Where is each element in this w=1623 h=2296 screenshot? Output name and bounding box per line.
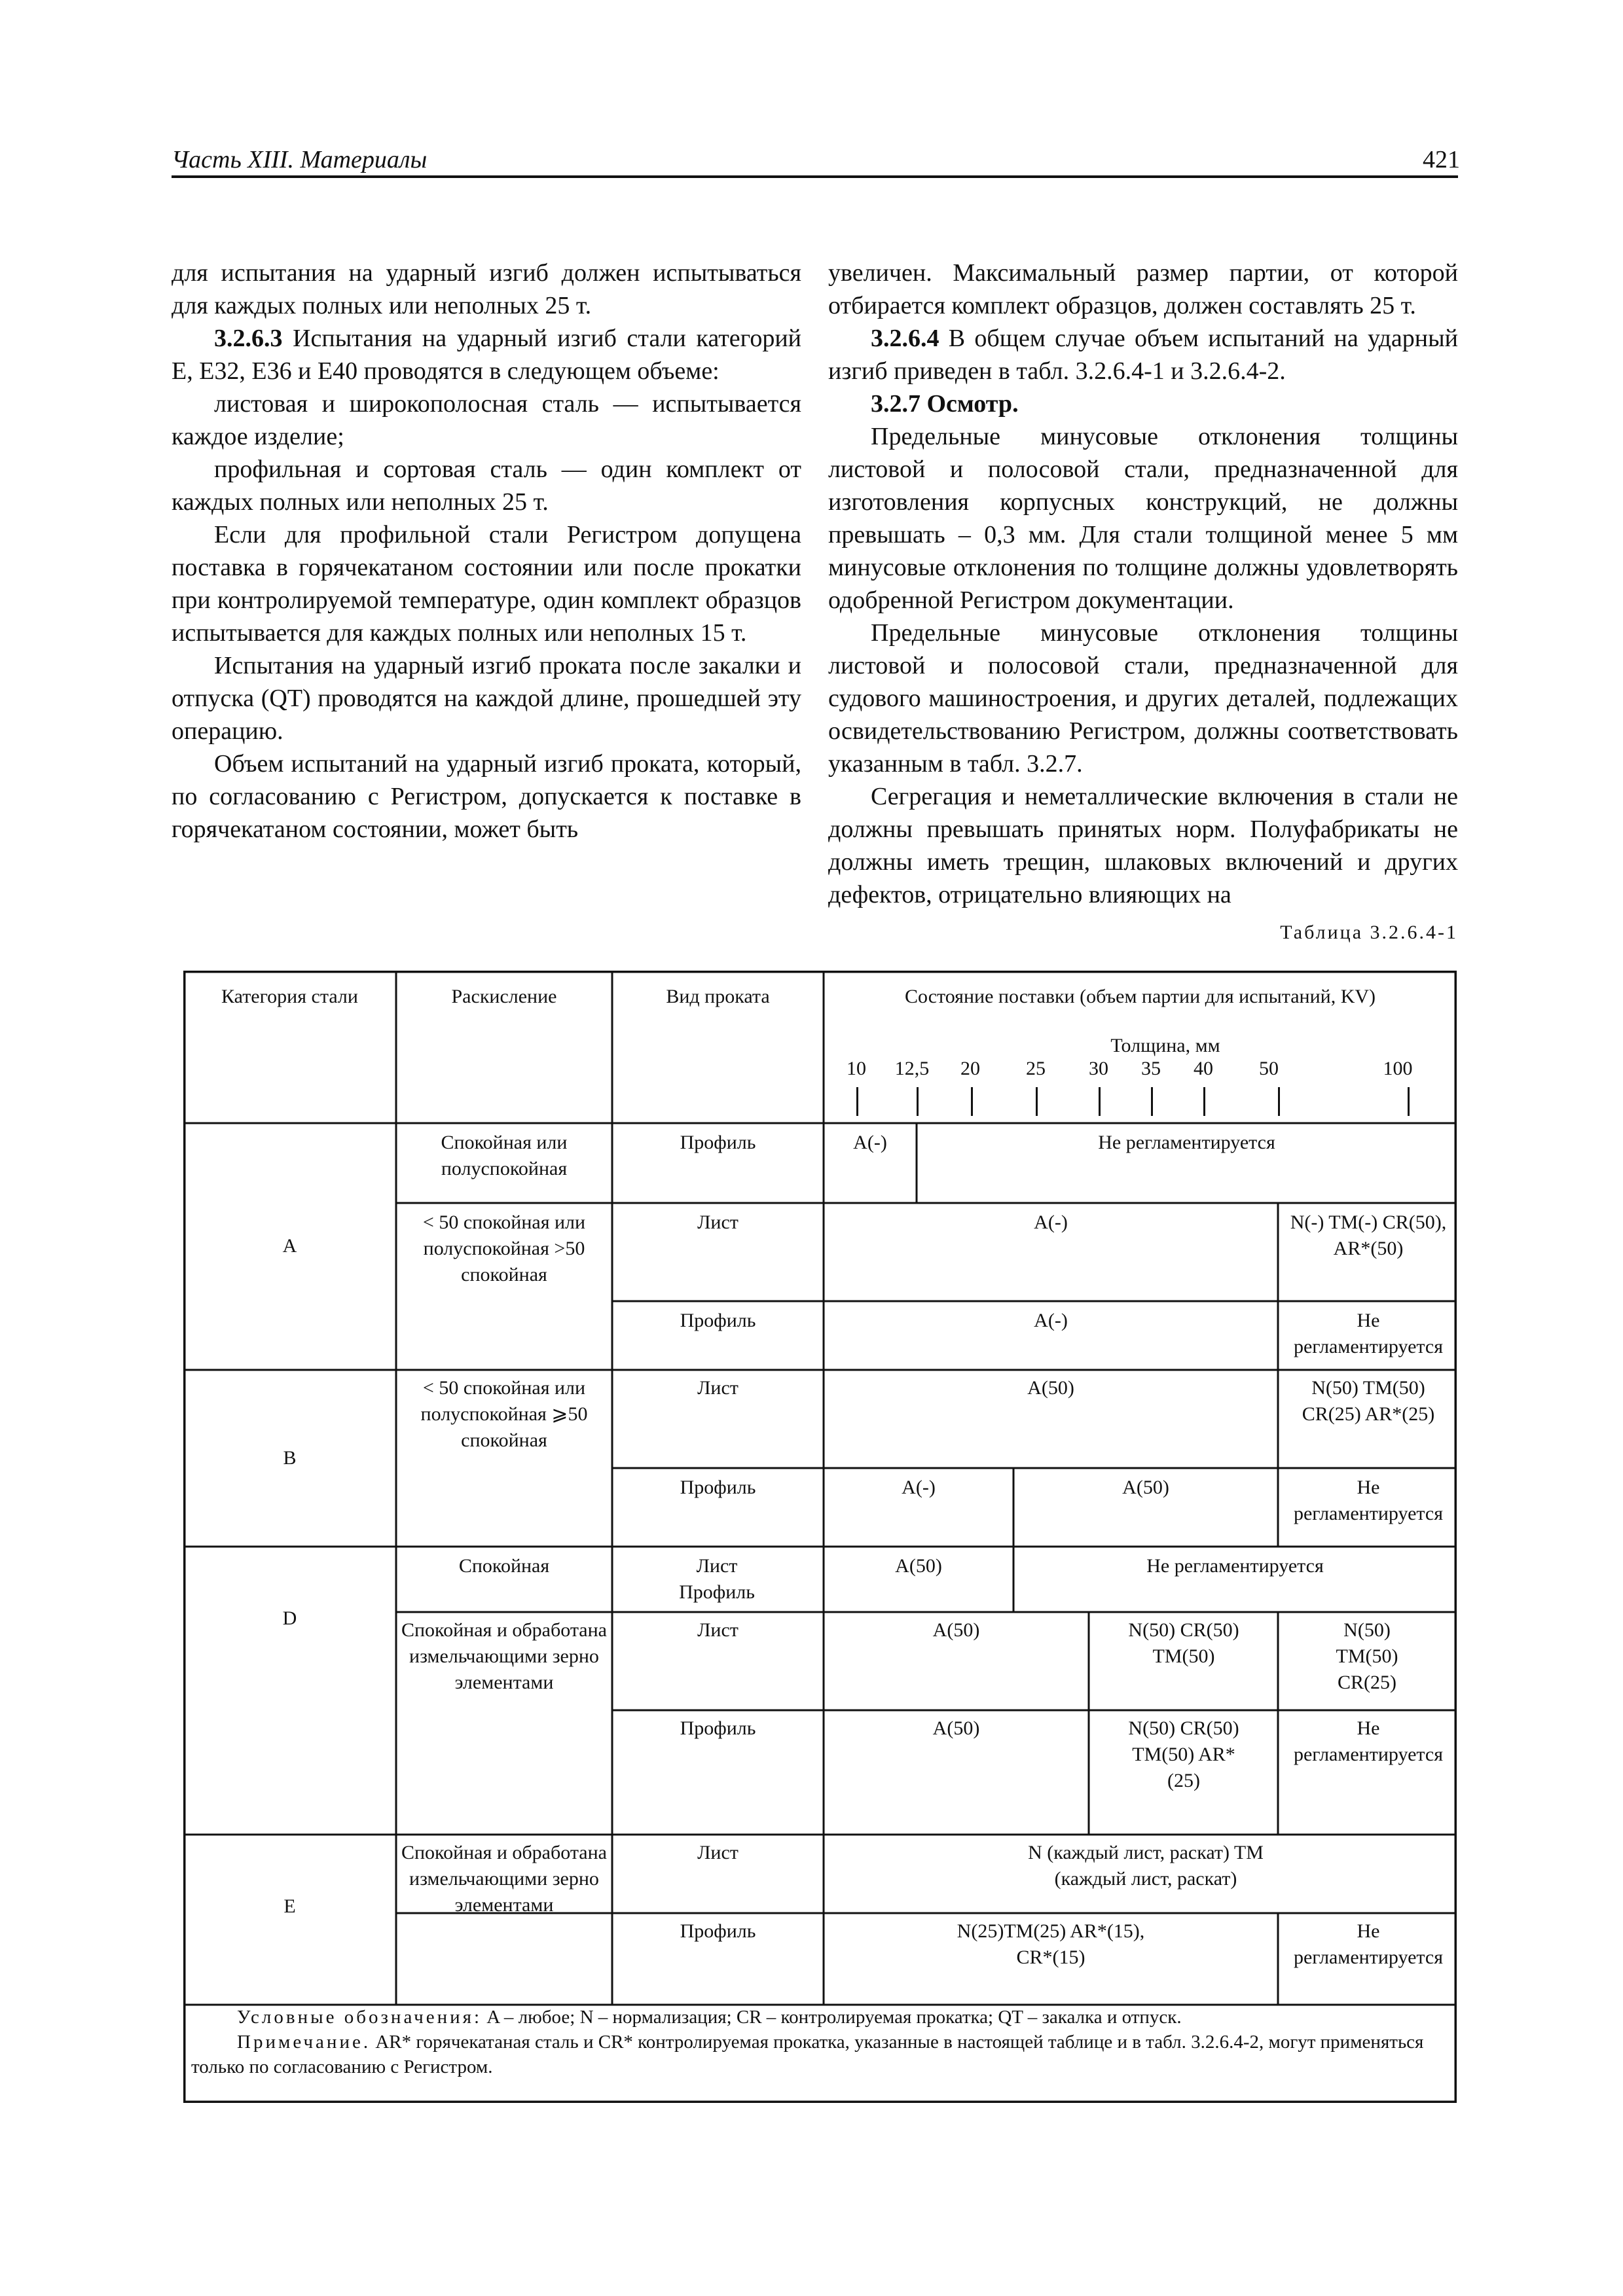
- thickness-tick: [1278, 1087, 1280, 1116]
- condition-cell: A(50): [932, 1717, 980, 1739]
- condition-cell: A(50): [1122, 1477, 1169, 1498]
- header-delivery-condition: Состояние поставки (объем партии для испытаний, KV): [904, 986, 1376, 1007]
- header-deoxidation: Раскисление: [451, 986, 557, 1007]
- header-thickness: Толщина, мм: [1110, 1035, 1220, 1056]
- condition-cell: N(-) TM(-) CR(50), AR*(50): [1290, 1211, 1447, 1259]
- right-paragraph-4: Предельные минусовые отклонения толщины листовой и полосовой стали, предназначенной для изготовления корпусных конструкций, не должны превышать – 0,3 мм. Для стали толщиной менее 5 мм минусовые отклонения по толщине должны удовлетворять одобренной Регистром документации.: [828, 423, 1458, 614]
- category-b: B: [283, 1447, 297, 1469]
- product-cell: Лист: [697, 1377, 739, 1399]
- right-paragraph-2: [828, 322, 1458, 387]
- thickness-tick-label: 30: [1089, 1058, 1108, 1079]
- product-cell: Профиль: [680, 1310, 756, 1331]
- running-head-title: Часть XIII. Материалы: [172, 146, 428, 173]
- note-label: Примечание.: [237, 2032, 371, 2053]
- condition-cell: N(50) CR(50) TM(50): [1128, 1619, 1239, 1667]
- thickness-tick: [1203, 1087, 1205, 1116]
- section-heading-text: 3.2.7 Осмотр.: [871, 390, 1019, 418]
- condition-cell: N(50) TM(50) CR(25) AR*(25): [1302, 1377, 1435, 1425]
- deoxidation-cell: < 50 спокойная или полуспокойная ⩾50 спокойная: [420, 1377, 588, 1451]
- legend-text: A – любое; N – нормализация; CR – контролируемая прокатка; QT – закалка и отпуск.: [482, 2007, 1182, 2028]
- left-paragraph-1: для испытания на ударный изгиб должен испытываться для каждых полных или неполных 25 т.: [172, 259, 801, 319]
- left-paragraph-4: профильная и сортовая сталь — один комплект от каждых полных или неполных 25 т.: [172, 456, 801, 516]
- thickness-tick: [1099, 1087, 1101, 1116]
- condition-cell: N(25)TM(25) AR*(15), CR*(15): [957, 1920, 1145, 1968]
- condition-cell: A(-): [853, 1132, 887, 1153]
- category-e: E: [283, 1895, 296, 1917]
- product-cell: Лист: [697, 1211, 739, 1233]
- right-paragraph-5: Предельные минусовые отклонения толщины листовой и полосовой стали, предназначенной для судового машиностроения, и других деталей, подлежащих освидетельствованию Регистром, должны соответствовать указанным в табл. 3.2.7.: [828, 619, 1458, 778]
- condition-cell: A(-): [1034, 1310, 1068, 1331]
- thickness-tick: [856, 1087, 858, 1116]
- condition-cell: N(50) TM(50) CR(25): [1336, 1619, 1398, 1693]
- deoxidation-cell: Спокойная и обработана измельчающими зерно элементами: [401, 1842, 607, 1916]
- note-line: [191, 2030, 1451, 2079]
- condition-cell: Не регламентируется: [1146, 1555, 1324, 1577]
- category-d: D: [282, 1607, 297, 1629]
- clause-number: 3.2.6.3: [214, 325, 283, 352]
- product-cell: Профиль: [680, 1717, 756, 1739]
- steel-impact-test-table: [183, 971, 1457, 2103]
- condition-cell: N(50) CR(50) TM(50) AR*(25): [1128, 1717, 1239, 1791]
- thickness-tick-label: 50: [1259, 1058, 1279, 1079]
- legend-label: Условные обозначения:: [237, 2007, 483, 2028]
- deoxidation-cell: < 50 спокойная или полуспокойная >50 спокойная: [422, 1211, 586, 1285]
- thickness-tick-label: 35: [1141, 1058, 1161, 1079]
- left-paragraph-7: Объем испытаний на ударный изгиб проката, который, по согласованию с Регистром, допускается к поставке в горячекатаном состоянии, может быть: [172, 750, 801, 843]
- page-number: 421: [1423, 146, 1460, 173]
- thickness-tick-label: 100: [1383, 1058, 1413, 1079]
- deoxidation-cell: Спокойная и обработана измельчающими зерно элементами: [401, 1619, 607, 1693]
- condition-cell: A(50): [895, 1555, 942, 1577]
- table-caption: Таблица 3.2.6.4-1: [1280, 922, 1458, 943]
- thickness-tick-label: 25: [1026, 1058, 1046, 1079]
- product-cell: Профиль: [680, 1477, 756, 1498]
- product-cell: Лист: [697, 1619, 739, 1641]
- note-text: AR* горячекатаная сталь и CR* контролируемая прокатка, указанные в настоящей таблице и в табл. 3.2.6.4-2, могут применяться только по согласованию с Регистром.: [191, 2032, 1424, 2077]
- header-category: Категория стали: [221, 986, 358, 1007]
- thickness-tick-label: 40: [1194, 1058, 1213, 1079]
- legend-line: [191, 2005, 1451, 2030]
- table-legend: [191, 2005, 1451, 2079]
- header-rule: [172, 175, 1458, 178]
- product-cell: Профиль: [680, 1920, 756, 1942]
- section-heading: [828, 387, 1458, 420]
- condition-cell: A(-): [902, 1477, 936, 1498]
- clause-text: В общем случае объем испытаний на ударный изгиб приведен в табл. 3.2.6.4-1 и 3.2.6.4-2.: [828, 325, 1458, 385]
- condition-cell: A(50): [1027, 1377, 1074, 1399]
- thickness-tick: [1408, 1087, 1410, 1116]
- deoxidation-cell: Спокойная: [458, 1555, 550, 1577]
- thickness-tick-label: 20: [960, 1058, 980, 1079]
- thickness-tick: [971, 1087, 973, 1116]
- condition-cell: A(-): [1034, 1211, 1068, 1233]
- condition-cell: Не регламентируется: [1293, 1310, 1444, 1357]
- product-cell: Лист: [697, 1842, 739, 1863]
- product-cell: Профиль: [680, 1132, 756, 1153]
- condition-cell: N (каждый лист, раскат) TM (каждый лист, раскат): [1028, 1842, 1264, 1890]
- deoxidation-cell: Спокойная или полуспокойная: [441, 1132, 568, 1179]
- left-paragraph-5: Если для профильной стали Регистром допущена поставка в горячекатаном состоянии или после прокатки при контролируемой температуре, один комплект образцов испытывается для каждых полных или неполных 15 т.: [172, 521, 801, 647]
- clause-text: Испытания на ударный изгиб стали категорий E, E32, E36 и E40 проводятся в следующем объеме:: [172, 325, 801, 385]
- left-column: [172, 257, 801, 846]
- category-a: A: [282, 1235, 297, 1257]
- product-cell: Лист Профиль: [679, 1555, 755, 1603]
- thickness-tick-label: 10: [847, 1058, 866, 1079]
- left-paragraph-3: листовая и широкополосная сталь — испытывается каждое изделие;: [172, 390, 801, 450]
- right-paragraph-6: Сегрегация и неметаллические включения в стали не должны превышать принятых норм. Полуфабрикаты не должны иметь трещин, шлаковых включений и других дефектов, отрицательно влияющих на: [828, 783, 1458, 908]
- right-paragraph-1: увеличен. Максимальный размер партии, от которой отбирается комплект образцов, должен составлять 25 т.: [828, 259, 1458, 319]
- right-column: [828, 257, 1458, 911]
- clause-number: 3.2.6.4: [871, 325, 939, 352]
- thickness-tick: [917, 1087, 919, 1116]
- condition-cell: A(50): [932, 1619, 980, 1641]
- thickness-tick-label: 12,5: [894, 1058, 930, 1079]
- condition-cell: Не регламентируется: [1293, 1477, 1444, 1524]
- condition-cell: Не регламентируется: [1293, 1920, 1444, 1968]
- condition-cell: Не регламентируется: [1293, 1717, 1444, 1765]
- left-paragraph-2: [172, 322, 801, 387]
- left-paragraph-6: Испытания на ударный изгиб проката после закалки и отпуска (QT) проводятся на каждой длине, прошедшей эту операцию.: [172, 652, 801, 745]
- thickness-tick: [1036, 1087, 1038, 1116]
- condition-cell: Не регламентируется: [1098, 1132, 1275, 1153]
- thickness-tick: [1151, 1087, 1153, 1116]
- header-product-type: Вид проката: [666, 986, 770, 1007]
